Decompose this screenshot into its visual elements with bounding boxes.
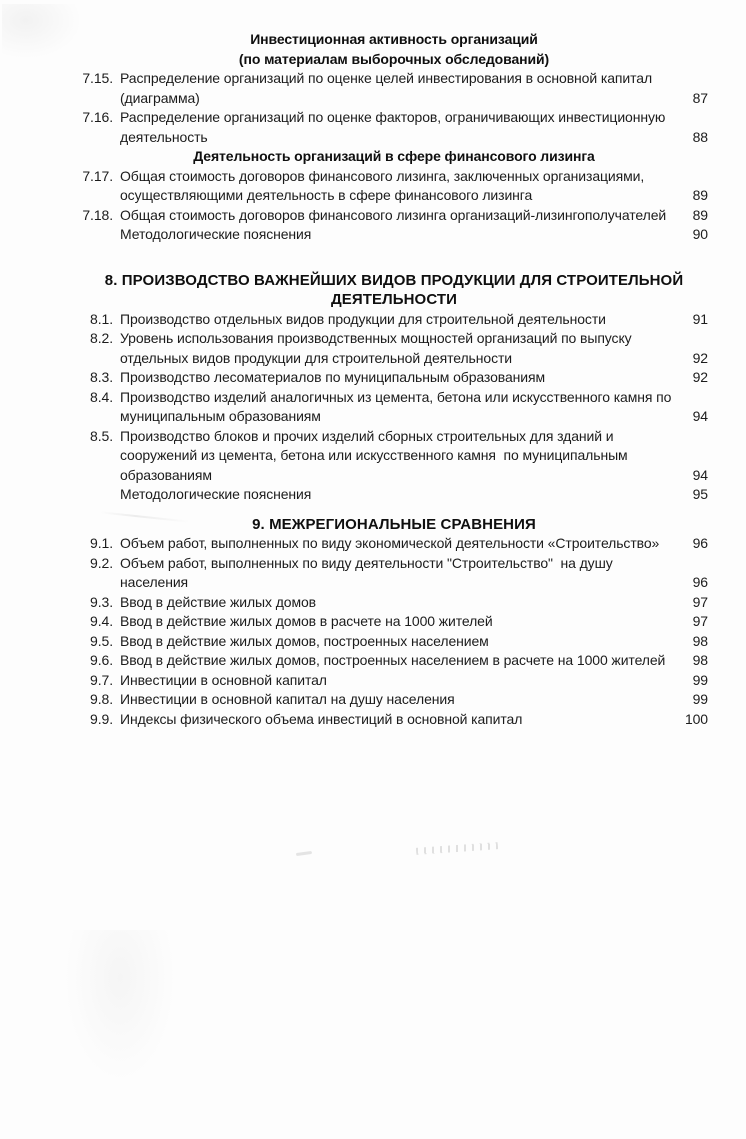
toc-section	[80, 147, 708, 245]
entry-number: 8.4.	[90, 388, 113, 405]
entry-page-number: 96	[692, 535, 708, 551]
entry-page-number: 92	[692, 369, 708, 385]
toc-entry	[80, 671, 708, 691]
toc-entry	[80, 69, 708, 108]
entry-number: 8.3.	[90, 369, 113, 385]
entry-page-number: 94	[692, 466, 708, 483]
entry-title-line: Объем работ, выполненных по виду деятельности "Строительство" на душу	[120, 554, 613, 571]
scan-dash-artifact	[296, 851, 312, 856]
entry-title-line: Методологические пояснения	[120, 226, 312, 242]
entry-number: 7.15.	[82, 70, 113, 86]
entry-page-number: 88	[692, 128, 708, 145]
entry-page-number: 98	[692, 652, 708, 668]
entry-title-line: Производство отдельных видов продукции для строительной деятельности	[120, 310, 606, 327]
section-heading: 8. ПРОИЗВОДСТВО ВАЖНЕЙШИХ ВИДОВ ПРОДУКЦИИ ДЛЯ СТРОИТЕЛЬНОЙ	[104, 271, 684, 289]
entry-page-number: 100	[684, 710, 708, 727]
toc-entry	[80, 388, 708, 427]
entry-title-line: образованиям	[120, 466, 212, 483]
toc-entry	[80, 534, 708, 554]
toc-entry	[80, 651, 708, 671]
entry-number: 7.17.	[82, 167, 113, 184]
toc-entry	[80, 368, 708, 388]
entry-title-line: населения	[120, 574, 189, 590]
entry-title	[120, 427, 664, 486]
toc-entry	[80, 632, 708, 652]
entry-page-number: 91	[692, 310, 708, 327]
entry-title	[120, 225, 664, 245]
table-of-contents	[80, 30, 708, 729]
entry-title-line: Производство блоков и прочих изделий сборных строительных для зданий и	[120, 427, 614, 444]
section-heading: ДЕЯТЕЛЬНОСТИ	[330, 291, 458, 308]
entry-title	[120, 690, 664, 710]
entry-title-line: Уровень использования производственных мощностей организаций по выпуску	[120, 330, 632, 346]
entry-title	[120, 554, 664, 593]
entry-page-number: 96	[692, 574, 708, 590]
entry-title-line: Методологические пояснения	[120, 486, 312, 502]
entry-title-line: отдельных видов продукции для строительной деятельности	[120, 349, 512, 366]
entry-title	[120, 388, 672, 427]
entry-page-number: 89	[692, 187, 708, 203]
entry-title	[120, 310, 664, 330]
toc-section	[80, 30, 708, 147]
entry-title-line: Ввод в действие жилых домов, построенных населением в расчете на 1000 жителей	[120, 652, 666, 668]
section-heading: Инвестиционная активность организаций	[250, 31, 538, 47]
entry-title-line: Распределение организаций по оценке факторов, ограничивающих инвестиционную	[120, 109, 666, 125]
entry-number: 9.8.	[90, 691, 113, 707]
toc-section	[80, 271, 708, 505]
entry-title-line: Объем работ, выполненных по виду экономической деятельности «Строительство»	[120, 535, 660, 551]
toc-entry	[80, 593, 708, 613]
entry-title-line: Инвестиции в основной капитал	[120, 671, 327, 688]
entry-number	[80, 485, 113, 505]
entry-number: 9.6.	[90, 652, 113, 668]
entry-page-number: 87	[692, 89, 708, 106]
entry-page-number: 97	[692, 593, 708, 610]
entry-title	[120, 69, 664, 108]
entry-number: 8.2.	[90, 330, 113, 346]
entry-number: 9.1.	[90, 535, 113, 551]
entry-number: 9.7.	[90, 671, 113, 688]
toc-entry	[80, 690, 708, 710]
entry-title-line: Производство изделий аналогичных из цемента, бетона или искусственного камня по	[120, 388, 672, 405]
toc-entry	[80, 225, 708, 245]
entry-title-line: Общая стоимость договоров финансового лизинга организаций-лизингополучателей	[120, 206, 667, 223]
entry-title	[120, 593, 664, 613]
entry-page-number: 90	[692, 226, 708, 242]
entry-title-line: Общая стоимость договоров финансового лизинга, заключенных организациями,	[120, 167, 645, 184]
toc-section	[80, 515, 708, 730]
entry-title-line: муниципальным образованиям	[120, 408, 321, 424]
entry-number: 9.4.	[90, 613, 113, 629]
toc-entry	[80, 167, 708, 206]
entry-title-line: деятельность	[120, 128, 208, 145]
section-heading: (по материалам выборочных обследований)	[238, 50, 550, 67]
entry-number: 7.16.	[82, 109, 113, 125]
entry-page-number: 89	[692, 206, 708, 223]
scan-smudge-artifact	[60, 930, 180, 1090]
scan-smudge-artifact	[2, 4, 82, 59]
entry-title-line: Индексы физического объема инвестиций в основной капитал	[120, 710, 523, 727]
toc-entry	[80, 612, 708, 632]
entry-title	[120, 632, 664, 652]
entry-title	[120, 167, 664, 206]
entry-title-line: Распределение организаций по оценке целей инвестирования в основной капитал	[120, 70, 653, 86]
entry-title	[120, 108, 664, 147]
entry-number	[80, 225, 113, 245]
entry-title-line: сооружений из цемента, бетона или искусственного камня по муниципальным	[120, 447, 628, 463]
entry-title	[120, 329, 664, 368]
entry-title	[120, 485, 664, 505]
entry-page-number: 97	[692, 613, 708, 629]
toc-entry	[80, 710, 708, 730]
entry-page-number: 99	[692, 671, 708, 688]
toc-entry	[80, 329, 708, 368]
entry-title-line: Ввод в действие жилых домов, построенных населением	[120, 632, 489, 649]
entry-number: 8.1.	[90, 310, 113, 327]
section-heading: 9. МЕЖРЕГИОНАЛЬНЫЕ СРАВНЕНИЯ	[252, 515, 536, 533]
entry-page-number: 99	[692, 691, 708, 707]
entry-title-line: (диаграмма)	[120, 89, 200, 106]
entry-title	[120, 710, 664, 730]
entry-number: 9.9.	[90, 710, 113, 727]
entry-title	[120, 651, 664, 671]
entry-page-number: 94	[692, 408, 708, 424]
entry-title-line: Инвестиции в основной капитал на душу населения	[120, 691, 455, 707]
entry-title-line: осуществляющими деятельность в сфере финансового лизинга	[120, 187, 533, 203]
entry-title	[120, 671, 664, 691]
toc-entry	[80, 485, 708, 505]
toc-entry	[80, 427, 708, 486]
entry-title	[120, 368, 664, 388]
entry-title	[120, 206, 667, 226]
entry-number: 8.5.	[90, 427, 113, 444]
scan-dots-artifact	[416, 842, 498, 855]
toc-entry	[80, 108, 708, 147]
toc-entry	[80, 310, 708, 330]
toc-entry	[80, 206, 708, 226]
section-heading: Деятельность организаций в сфере финансового лизинга	[193, 148, 595, 164]
toc-entry	[80, 554, 708, 593]
entry-title	[120, 534, 664, 554]
entry-number: 9.3.	[90, 593, 113, 610]
entry-page-number: 95	[692, 486, 708, 502]
entry-title-line: Производство лесоматериалов по муниципальным образованиям	[120, 369, 546, 385]
entry-title-line: Ввод в действие жилых домов	[120, 593, 317, 610]
entry-number: 9.5.	[90, 632, 113, 649]
entry-title-line: Ввод в действие жилых домов в расчете на 1000 жителей	[120, 613, 493, 629]
entry-title	[120, 612, 664, 632]
entry-number: 9.2.	[90, 554, 113, 571]
entry-page-number: 98	[692, 632, 708, 649]
entry-page-number: 92	[692, 349, 708, 366]
entry-number: 7.18.	[82, 206, 113, 223]
